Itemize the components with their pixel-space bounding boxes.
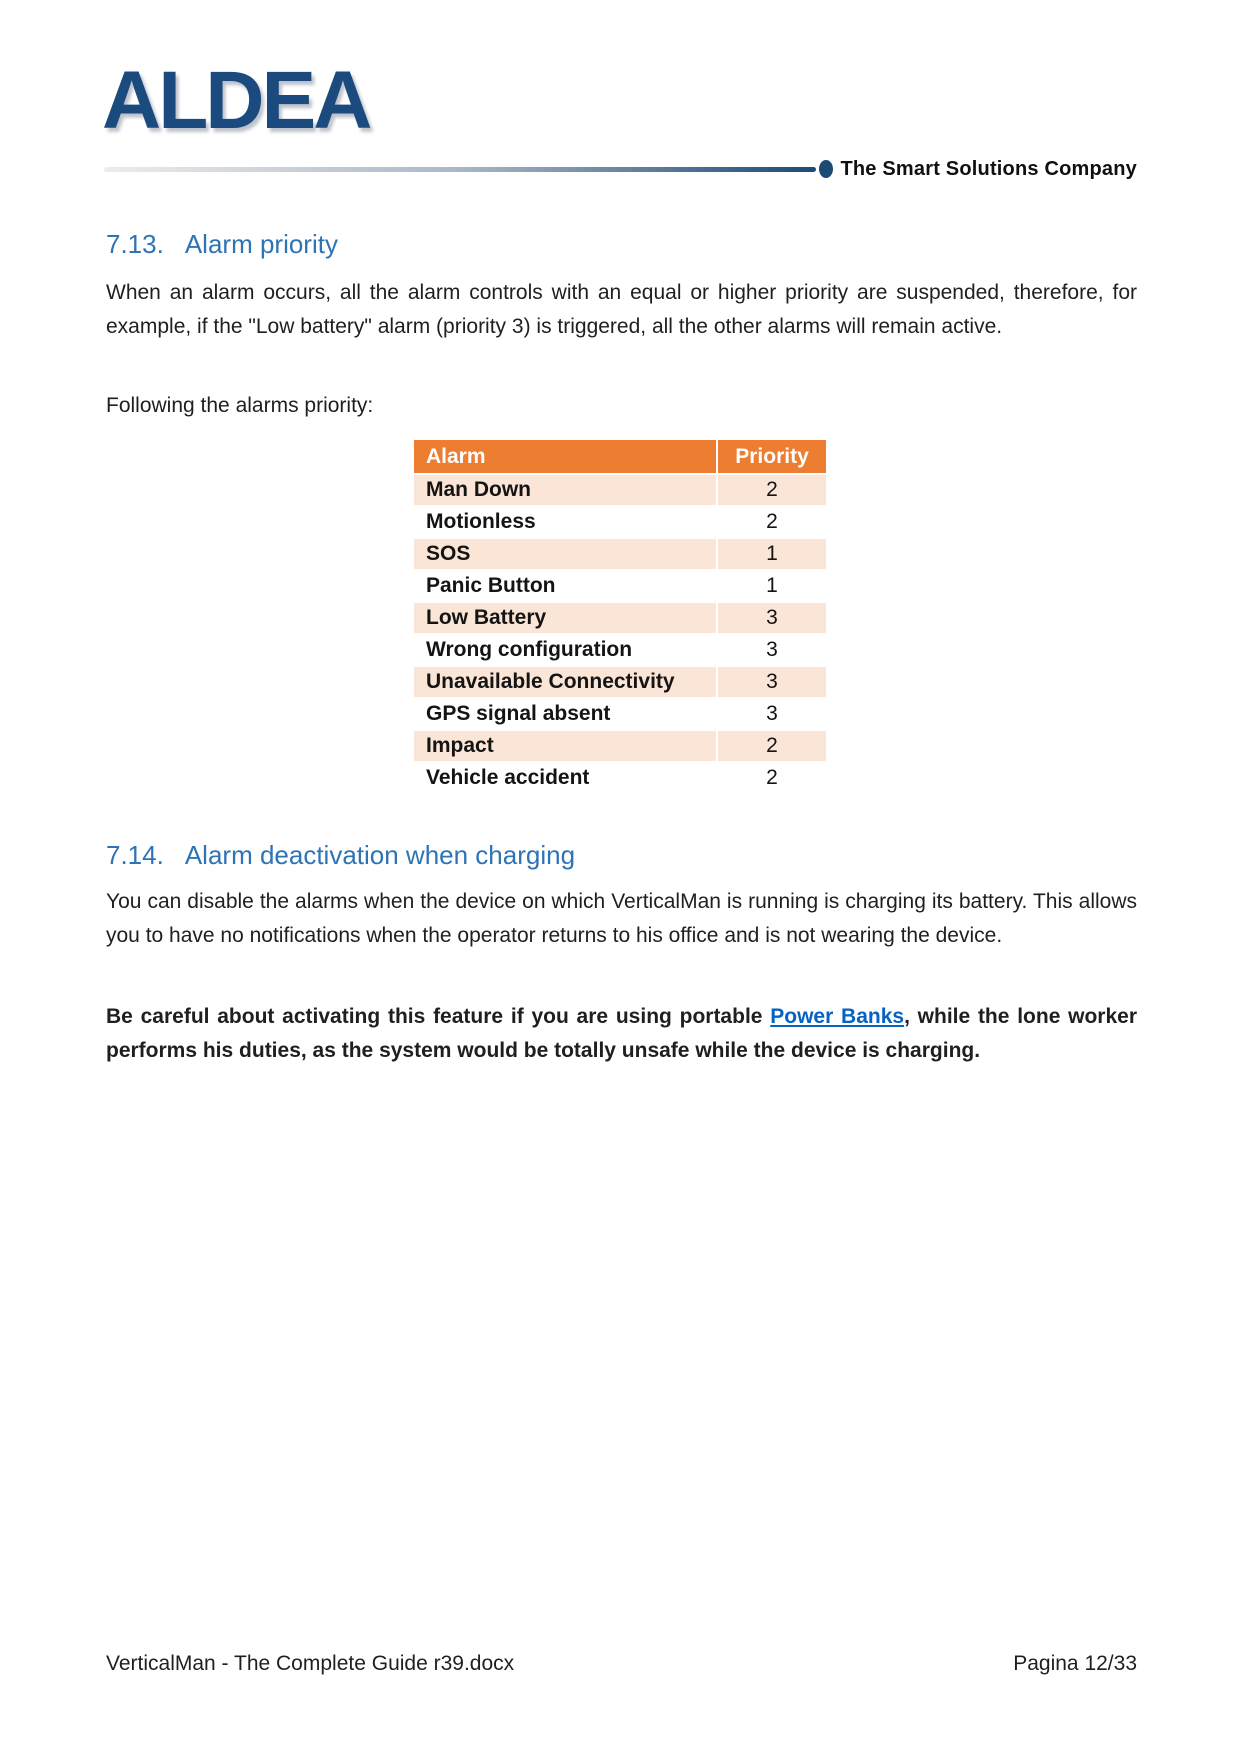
section-number: 7.13. (106, 229, 164, 259)
warning-text-pre: Be careful about activating this feature if you are using portable (106, 1005, 771, 1028)
power-banks-link[interactable]: Power Banks (770, 1005, 905, 1028)
table-row (413, 474, 827, 506)
section-number: 7.14. (106, 840, 164, 870)
column-header-priority: Priority (717, 439, 827, 474)
section-heading-713 (106, 229, 338, 260)
alarm-name-cell: Panic Button (413, 570, 717, 602)
priority-cell: 2 (717, 506, 827, 538)
alarm-name-cell: Motionless (413, 506, 717, 538)
alarm-name-cell: SOS (413, 538, 717, 570)
table-row (413, 634, 827, 666)
table-row (413, 698, 827, 730)
alarm-priority-table (412, 438, 828, 795)
page-footer (106, 1652, 1137, 1676)
footer-document-title: VerticalMan - The Complete Guide r39.docx (106, 1652, 515, 1675)
priority-cell: 3 (717, 666, 827, 698)
priority-cell: 2 (717, 762, 827, 794)
alarm-name-cell: Vehicle accident (413, 762, 717, 794)
paragraph-warning (106, 1000, 1137, 1068)
paragraph-table-intro: Following the alarms priority: (106, 394, 374, 417)
table-row (413, 602, 827, 634)
bullet-icon (819, 160, 833, 178)
alarm-name-cell: Impact (413, 730, 717, 762)
column-header-alarm: Alarm (413, 439, 717, 474)
alarm-name-cell: Low Battery (413, 602, 717, 634)
table-row (413, 506, 827, 538)
priority-cell: 3 (717, 698, 827, 730)
priority-cell: 2 (717, 474, 827, 506)
table-row (413, 570, 827, 602)
paragraph-alarm-priority: When an alarm occurs, all the alarm controls with an equal or higher priority are suspended, therefore, for example, if the "Low battery" alarm (priority 3) is triggered, all the other alarms will remain active. (106, 281, 1137, 338)
alarm-name-cell: Unavailable Connectivity (413, 666, 717, 698)
table-header-row (413, 439, 827, 474)
priority-cell: 2 (717, 730, 827, 762)
table-row (413, 538, 827, 570)
section-title: Alarm deactivation when charging (184, 840, 576, 870)
priority-cell: 1 (717, 570, 827, 602)
alarm-name-cell: GPS signal absent (413, 698, 717, 730)
priority-cell: 1 (717, 538, 827, 570)
alarm-name-cell: Wrong configuration (413, 634, 717, 666)
priority-cell: 3 (717, 634, 827, 666)
table-row (413, 730, 827, 762)
priority-cell: 3 (717, 602, 827, 634)
paragraph-alarm-deactivation: You can disable the alarms when the device on which VerticalMan is running is charging its battery. This allows you to have no notifications when the operator returns to his office and is not wearing the device. (106, 890, 1137, 947)
warning-text-post: , while the lone worker performs his duties, as the system would be totally unsafe while the device is charging. (106, 1005, 1138, 1062)
section-title: Alarm priority (184, 229, 338, 259)
alarm-name-cell: Man Down (413, 474, 717, 506)
aldea-logo: ALDEA (102, 55, 370, 146)
company-tagline: The Smart Solutions Company (840, 157, 1137, 180)
header-gradient-line (104, 167, 816, 172)
footer-page-number: Pagina 12/33 (1013, 1652, 1137, 1675)
table-row (413, 666, 827, 698)
header-rule (104, 156, 1137, 182)
table-row (413, 762, 827, 794)
section-heading-714 (106, 840, 575, 871)
